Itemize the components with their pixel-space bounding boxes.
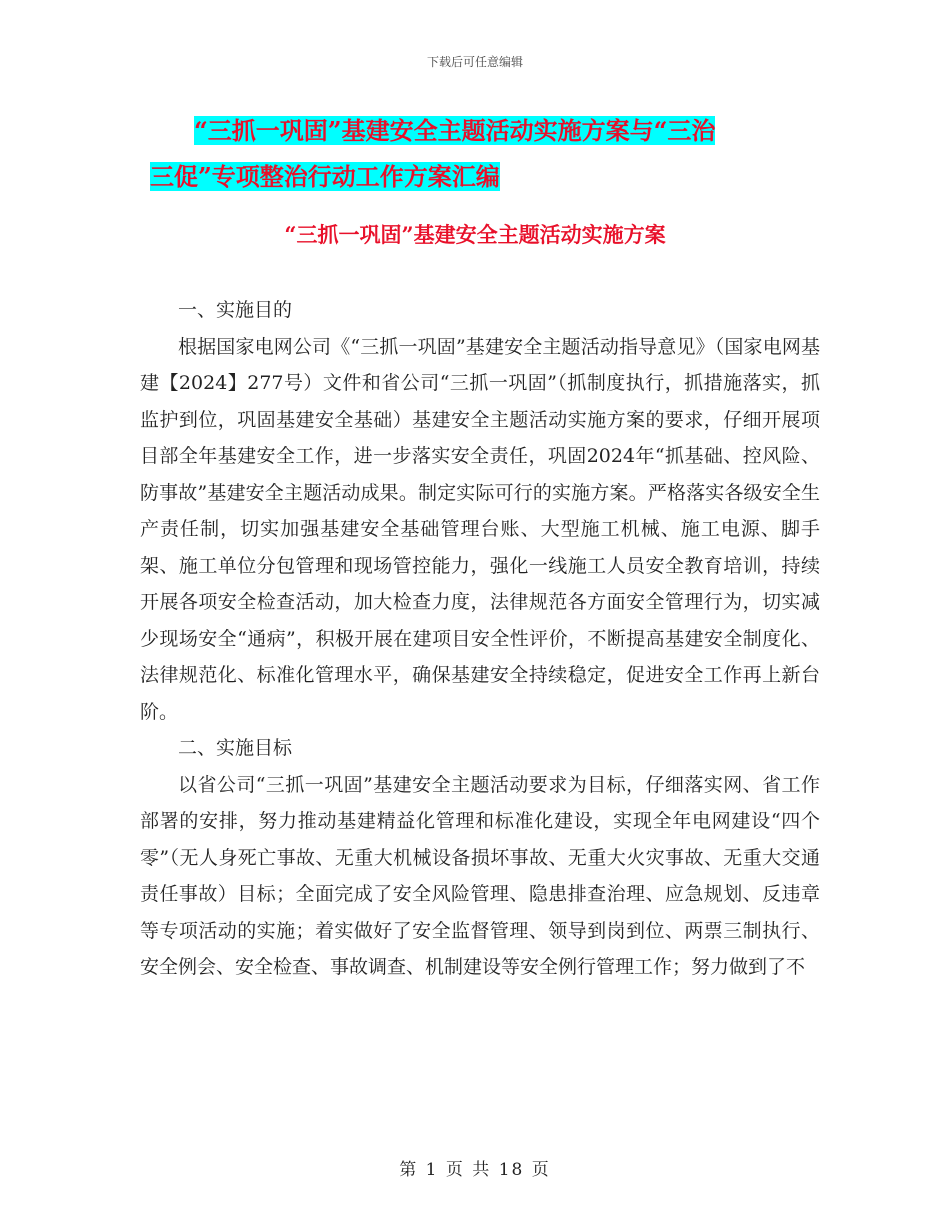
heading-purpose: 一、实施目的 — [178, 299, 293, 321]
header-note: 下载后可任意编辑 — [426, 55, 523, 69]
paragraph-goals: 以省公司“三抓一巩固”基建安全主题活动要求为目标，仔细落实网、省工作部署的安排，努力推动基建精益化管理和标准化建设，实现全年电网建设“四个零”（无人身死亡事故、无重大机械设备损坏事故、无重大火灾事故、无重大交通责任事故）目标；全面完成了安全风险管理、隐患排查治理、应急规划、反违章等专项活动的实施；着实做好了安全监督管理、领导到岗到位、两票三制执行、安全例会、安全检查、事故调查、机制建设等安全例行管理工作；努力做到了不 — [140, 773, 820, 978]
page-footer: 第 1 页 共 18 页 — [399, 1160, 551, 1180]
title-line-2: 三促”专项整治行动工作方案汇编 — [150, 162, 500, 191]
title-line-1: “三抓一巩固”基建安全主题活动实施方案与“三治 — [194, 116, 716, 145]
document-title — [150, 108, 810, 200]
paragraph-purpose: 根据国家电网公司《“三抓一巩固”基建安全主题活动指导意见》（国家电网基建【2024】277号）文件和省公司“三抓一巩固”（抓制度执行，抓措施落实，抓监护到位，巩固基建安全基础）基建安全主题活动实施方案的要求，仔细开展项目部全年基建安全工作，进一步落实安全责任，巩固2024年“抓基础、控风险、防事故”基建安全主题活动成果。制定实际可行的实施方案。严格落实各级安全生产责任制，切实加强基建安全基础管理台账、大型施工机械、施工电源、脚手架、施工单位分包管理和现场管控能力，强化一线施工人员安全教育培训，持续开展各项安全检查活动，加大检查力度，法律规范各方面安全管理行为，切实减少现场安全“通病”，积极开展在建项目安全性评价，不断提高基建安全制度化、法律规范化、标准化管理水平，确保基建安全持续稳定，促进安全工作再上新台阶。 — [140, 335, 820, 723]
heading-goals: 二、实施目标 — [178, 737, 293, 759]
document-body — [140, 292, 820, 986]
section-title: “三抓一巩固”基建安全主题活动实施方案 — [284, 222, 666, 247]
